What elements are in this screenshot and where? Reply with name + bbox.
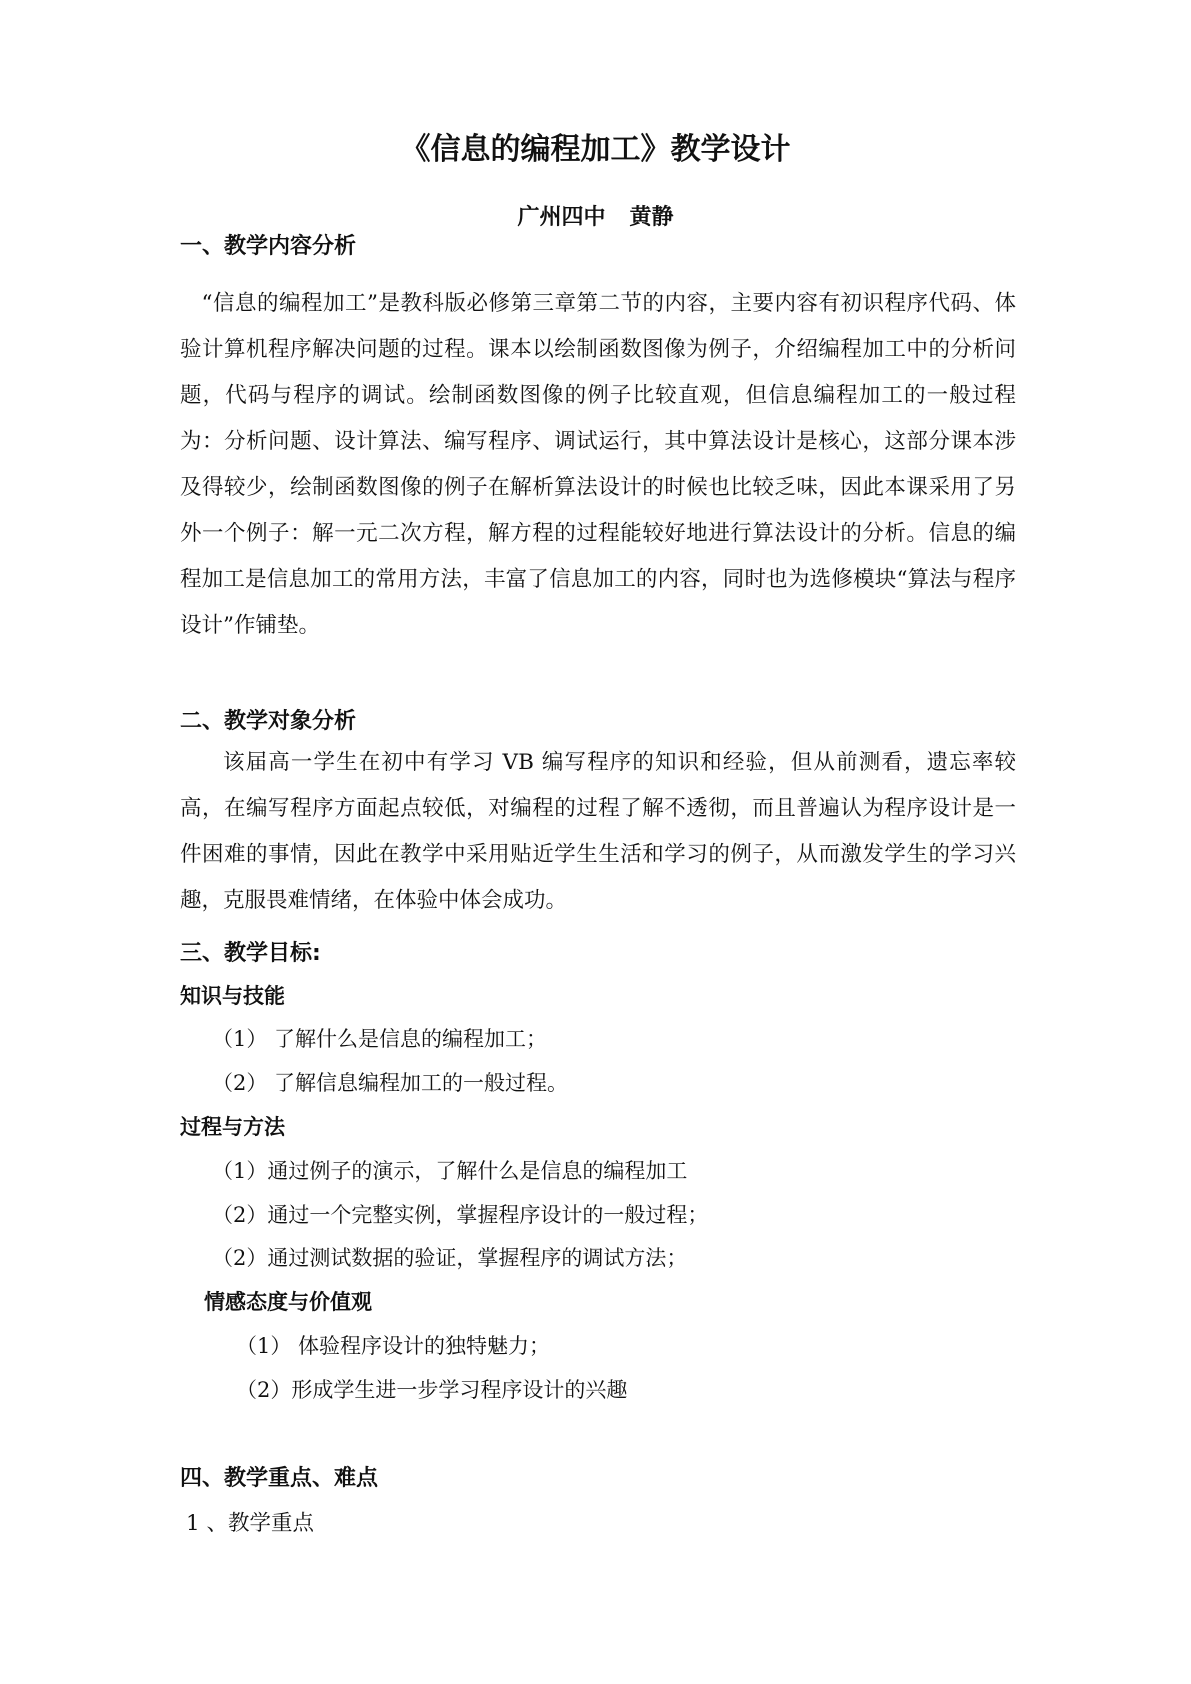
knowledge-skills-title: 知识与技能 xyxy=(180,984,285,1008)
page-title: 《信息的编程加工》教学设计 xyxy=(400,132,791,167)
section-1-heading: 一、教学内容分析 xyxy=(180,234,357,259)
process-item-3: （2）通过测试数据的验证，掌握程序的调试方法； xyxy=(212,1246,688,1270)
author-line xyxy=(0,200,1191,231)
author-name: 黄静 xyxy=(629,205,674,230)
section-4-heading: 四、教学重点、难点 xyxy=(180,1466,379,1491)
section-3-heading: 三、教学目标: xyxy=(180,941,321,966)
emotion-item-1: （1） 体验程序设计的独特魅力； xyxy=(236,1334,551,1358)
process-item-1: （1）通过例子的演示，了解什么是信息的编程加工 xyxy=(212,1159,688,1183)
process-item-2: （2）通过一个完整实例，掌握程序设计的一般过程； xyxy=(212,1203,709,1227)
emotion-values-title: 情感态度与价值观 xyxy=(204,1290,372,1314)
section-2-heading: 二、教学对象分析 xyxy=(180,709,357,734)
author-school: 广州四中 xyxy=(517,205,606,230)
section-1-body: “信息的编程加工”是教科版必修第三章第二节的内容，主要内容有初识程序代码、体验计算机程序解决问题的过程。课本以绘制函数图像为例子，介绍编程加工中的分析问题，代码与程序的调试。绘制函数图像的例子比较直观，但信息编程加工的一般过程为：分析问题、设计算法、编写程序、调试运行，其中算法设计是核心，这部分课本涉及得较少，绘制函数图像的例子在解析算法设计的时候也比较乏味，因此本课采用了另外一个例子：解一元二次方程，解方程的过程能较好地进行算法设计的分析。信息的编程加工是信息加工的常用方法，丰富了信息加工的内容，同时也为选修模块“算法与程序设计”作铺垫。 xyxy=(180,291,1016,638)
section-2-body: 该届高一学生在初中有学习 VB 编写程序的知识和经验，但从前测看，遗忘率较高，在编写程序方面起点较低，对编程的过程了解不透彻，而且普遍认为程序设计是一件困难的事情，因此在教学中采用贴近学生生活和学习的例子，从而激发学生的学习兴趣，克服畏难情绪，在体验中体会成功。 xyxy=(180,750,1016,913)
emotion-item-2: （2）形成学生进一步学习程序设计的兴趣 xyxy=(236,1378,628,1402)
section-4-item-1: 1 、教学重点 xyxy=(186,1511,315,1536)
knowledge-item-2: （2） 了解信息编程加工的一般过程。 xyxy=(212,1071,569,1095)
knowledge-item-1: （1） 了解什么是信息的编程加工； xyxy=(212,1027,548,1051)
process-method-title: 过程与方法 xyxy=(180,1115,285,1139)
